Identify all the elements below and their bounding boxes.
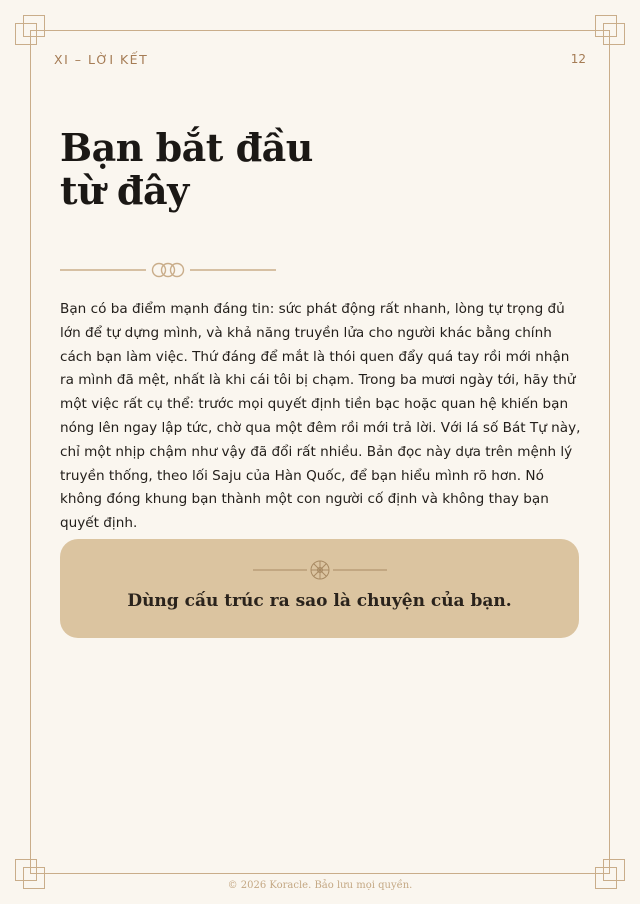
- flower-ornament-icon: [253, 559, 387, 585]
- quote-box: [60, 539, 579, 638]
- corner-ornament-icon: [595, 15, 625, 45]
- body-paragraph: Bạn có ba điểm mạnh đáng tin: sức phát động rất nhanh, lòng tự trọng đủ lớn để tự dựng mình, và khả năng truyền lửa cho người khác bằng chính cách bạn làm việc. Thứ đáng để mắt là thói quen đẩy quá tay rồi mới nhận ra mình đã mệt, nhất là khi cái tôi bị chạm. Trong ba mươi ngày tới, hãy thử một việc rất cụ thể: trước mọi quyết định tiền bạc hoặc quan hệ khiến bạn nóng lên ngay lập tức, chờ qua một đêm rồi mới trả lời. Với lá số Bát Tự này, chỉ một nhịp chậm như vậy đã đổi rất nhiều. Bản đọc này dựa trên mệnh lý truyền thống, theo lối Saju của Hàn Quốc, để bạn hiểu mình rõ hơn. Nó không đóng khung bạn thành một con người cố định và không thay bạn quyết định.: [60, 301, 581, 532]
- rings-divider-icon: [60, 260, 276, 284]
- section-label: XI – LỜI KẾT: [54, 52, 149, 67]
- page-number: 12: [570, 52, 586, 66]
- footer-copyright: © 2026 Koracle. Bảo lưu mọi quyền.: [227, 880, 413, 891]
- quote-text: Dùng cấu trúc ra sao là chuyện của bạn.: [127, 591, 512, 611]
- page-title: [60, 126, 560, 212]
- page-title-line: Bạn bắt đầu: [60, 125, 313, 170]
- corner-ornament-icon: [15, 15, 45, 45]
- page-title-line: từ đây: [60, 168, 189, 213]
